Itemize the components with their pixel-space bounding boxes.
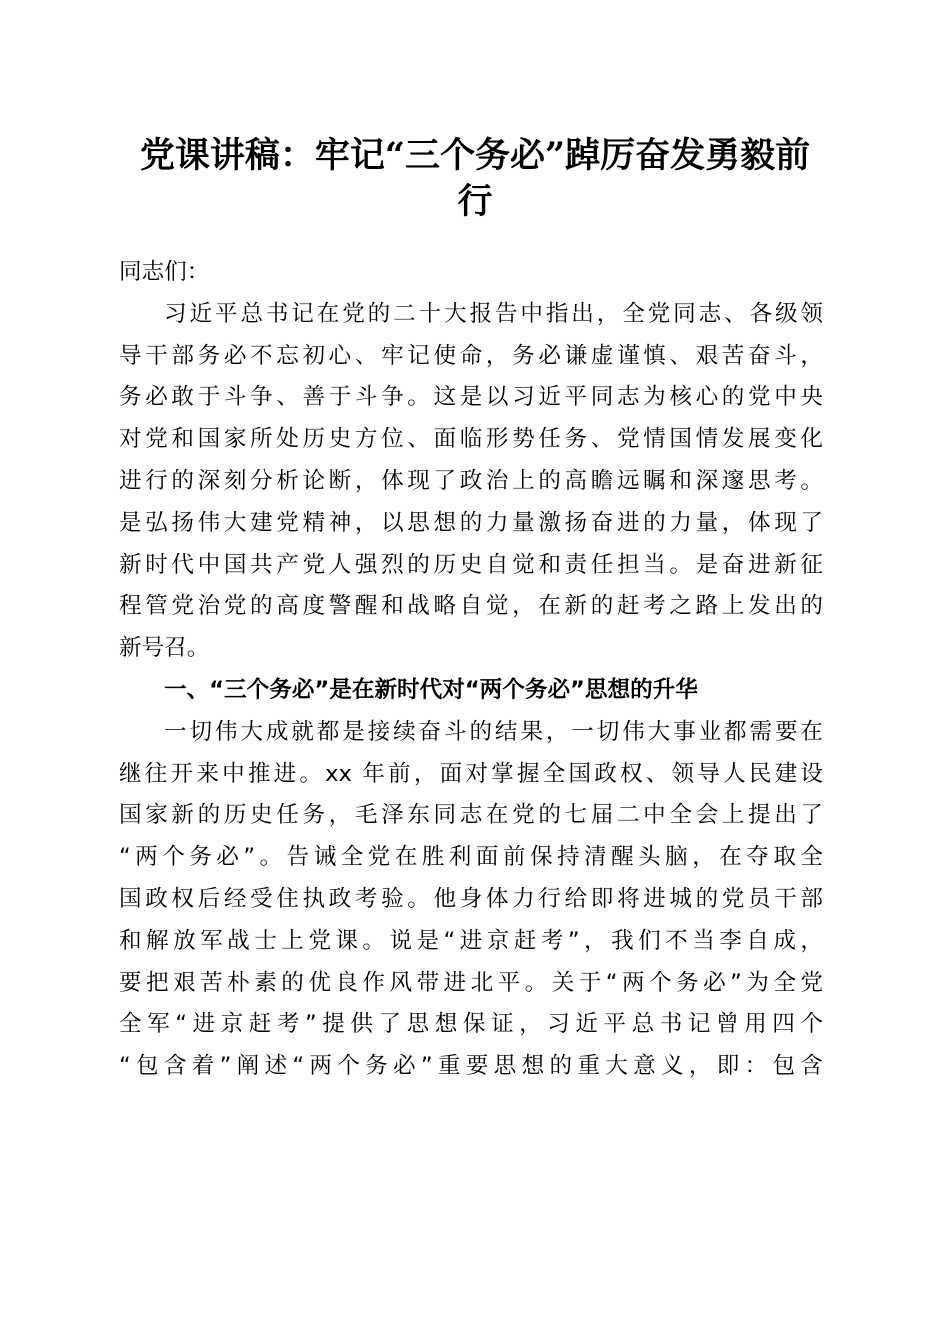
text-line: 习近平总书记在党的二十大报告中指出，全党同志、各级领 (164, 300, 823, 327)
section-heading: 一、“三个务必”是在新时代对“两个务必”思想的升华 (164, 676, 698, 703)
text-line: 全军“进京赶考”提供了思想保证，习近平总书记曾用四个 (119, 1011, 823, 1038)
text-line: 新时代中国共产党人强烈的历史自觉和责任担当。是奋进新征 (119, 551, 823, 578)
text-line: 和解放军战士上党课。说是“进京赶考”，我们不当李自成， (119, 927, 823, 954)
salutation: 同志们： (119, 259, 210, 285)
text-line: “包含着”阐述“两个务必”重要思想的重大意义，即：包含 (119, 1053, 823, 1080)
text-line: “两个务必”。告诫全党在胜利面前保持清醒头脑，在夺取全 (119, 844, 823, 871)
text-line: 务必敢于斗争、善于斗争。这是以习近平同志为核心的党中央 (119, 384, 823, 411)
text-line: 对党和国家所处历史方位、面临形势任务、党情国情发展变化 (119, 426, 823, 453)
text-line: 国家新的历史任务，毛泽东同志在党的七届二中全会上提出了 (119, 802, 823, 829)
title-line-1: 党课讲稿：牢记“三个务必”踔厉奋发勇毅前 (139, 135, 811, 176)
text-line: 进行的深刻分析论断，体现了政治上的高瞻远瞩和深邃思考。 (119, 467, 823, 494)
text-line: 一切伟大成就都是接续奋斗的结果，一切伟大事业都需要在 (164, 718, 823, 745)
document-title (110, 133, 840, 225)
title-line-2: 行 (457, 181, 493, 222)
paragraph-intro (119, 294, 823, 670)
text-line: 国政权后经受住执政考验。他身体力行给即将进城的党员干部 (119, 885, 823, 912)
paragraph-section-1 (119, 712, 823, 1088)
text-line: 要把艰苦朴素的优良作风带进北平。关于“两个务必”为全党 (119, 969, 823, 996)
text-line: 导干部务必不忘初心、牢记使命，务必谦虚谨慎、艰苦奋斗， (119, 342, 823, 369)
text-line: 程管党治党的高度警醒和战略自觉，在新的赶考之路上发出的 (119, 593, 823, 620)
text-line: 继往开来中推进。xx 年前，面对掌握全国政权、领导人民建设 (119, 760, 823, 787)
text-line: 新号召。 (119, 635, 210, 662)
document-body (119, 252, 823, 1088)
text-line: 是弘扬伟大建党精神，以思想的力量激扬奋进的力量，体现了 (119, 509, 823, 536)
